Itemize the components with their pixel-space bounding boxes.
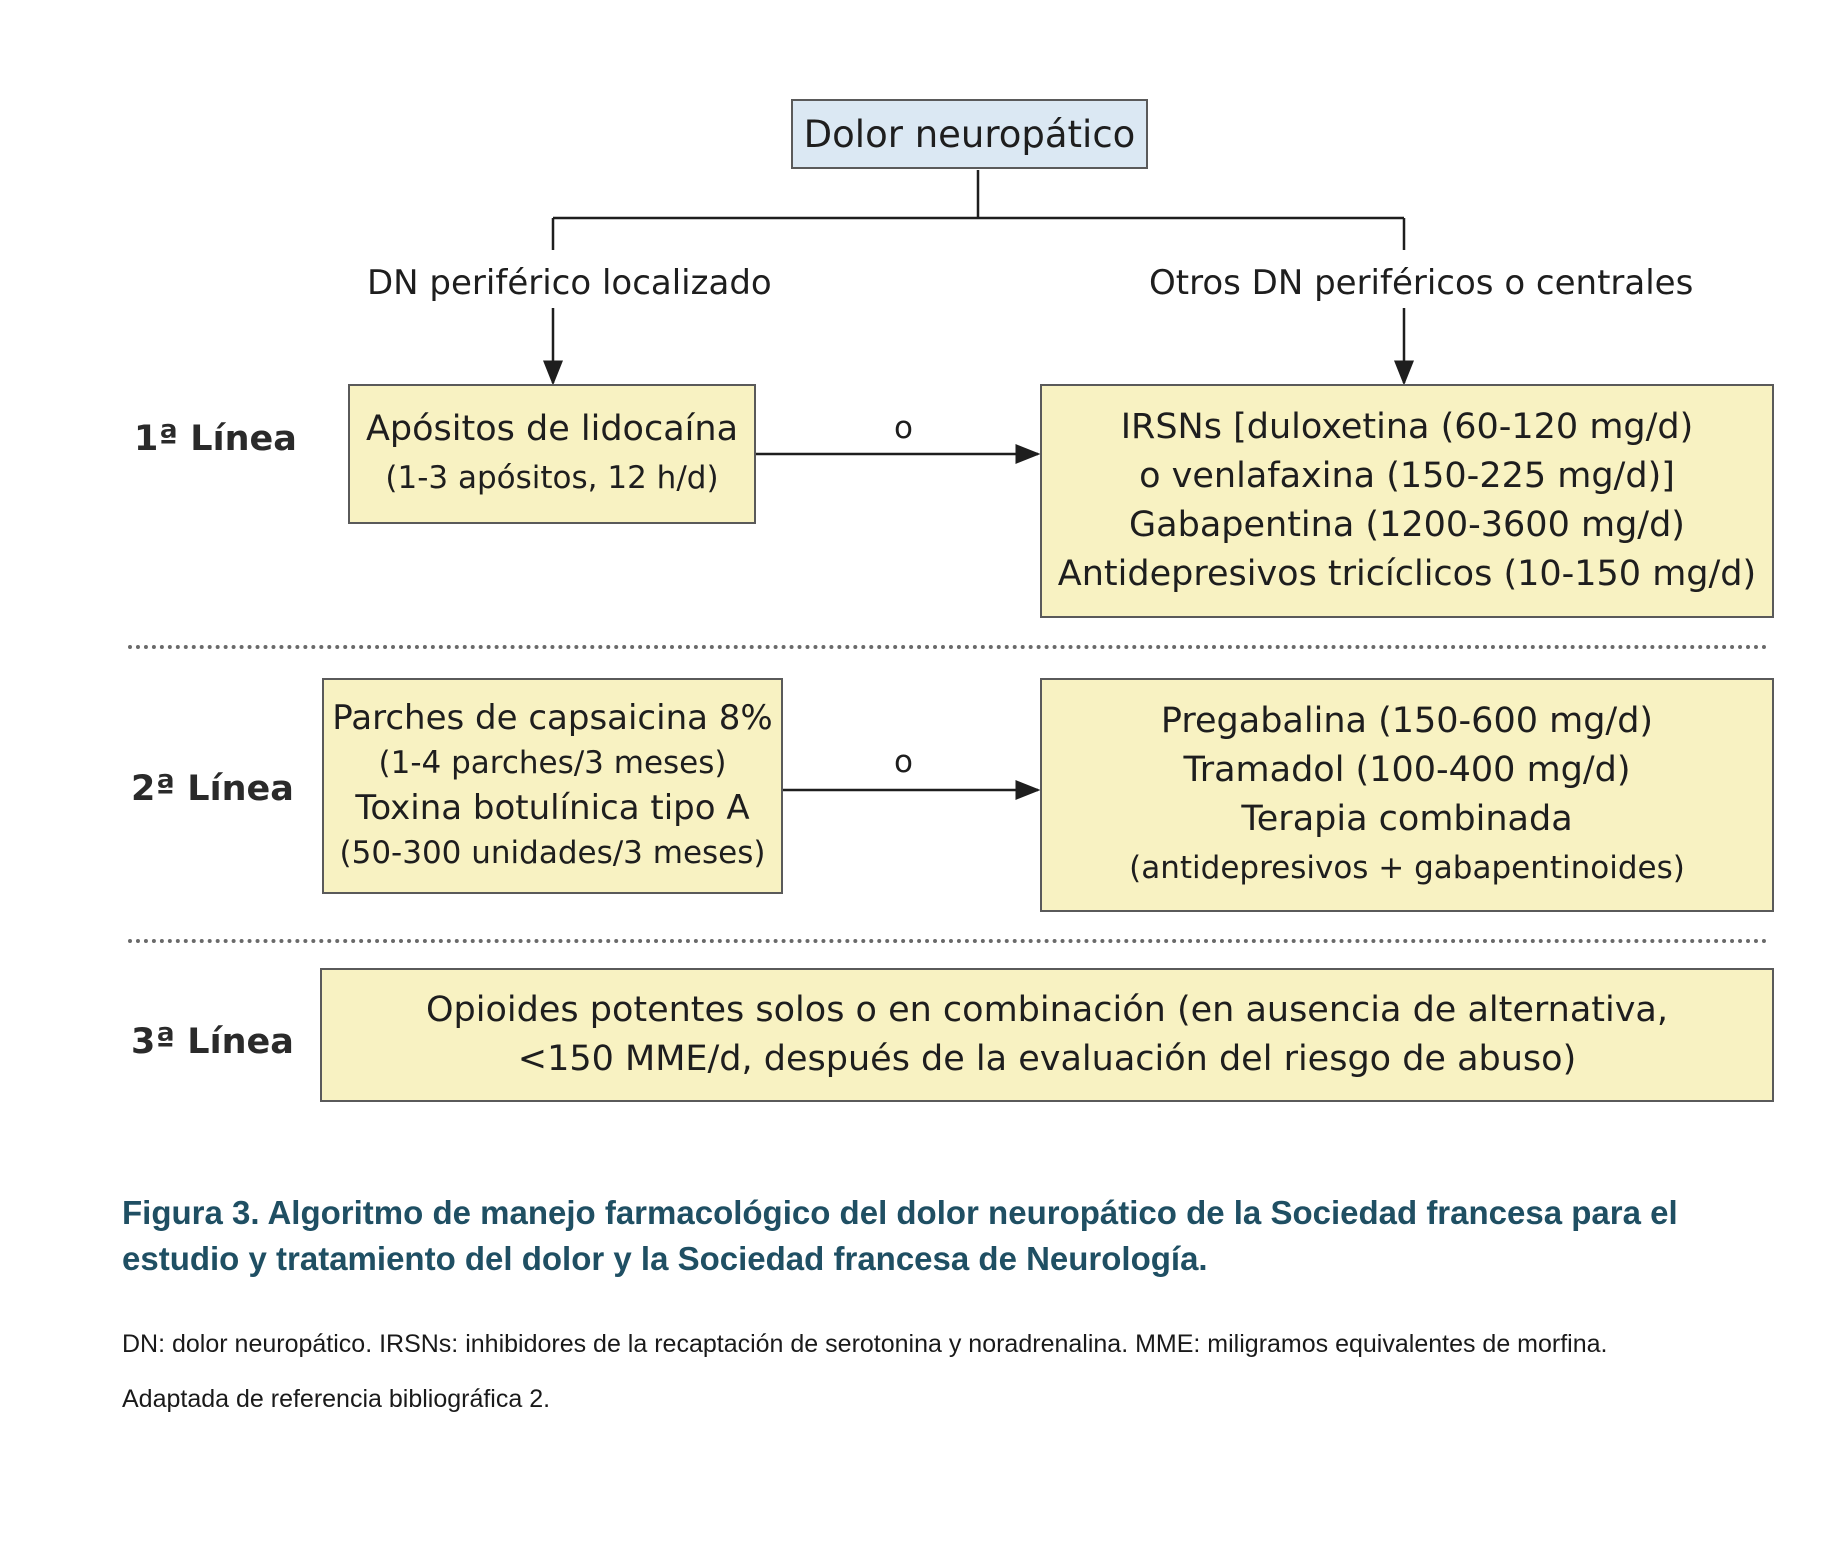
box-line: Antidepresivos tricíclicos (10-150 mg/d) <box>1057 554 1757 594</box>
box-line: Pregabalina (150-600 mg/d) <box>1160 701 1654 741</box>
box-line: (antidepresivos + gabapentinoides) <box>1129 850 1685 886</box>
second-line-connector-o: o <box>894 744 913 780</box>
box-line: IRSNs [duloxetina (60-120 mg/d) <box>1120 407 1694 447</box>
box-line: o venlafaxina (150-225 mg/d)] <box>1139 456 1675 496</box>
first-line-left-box <box>348 384 756 524</box>
box-line: Tramadol (100-400 mg/d) <box>1183 750 1631 790</box>
branch-label-right: Otros DN periféricos o centrales <box>1149 263 1694 303</box>
separator-1 <box>128 645 1768 649</box>
second-line-left-box <box>322 678 783 894</box>
box-line: Gabapentina (1200-3600 mg/d) <box>1129 505 1685 545</box>
third-line-box <box>320 968 1774 1102</box>
box-line: (1-4 parches/3 meses) <box>378 745 727 781</box>
first-line-right-box <box>1040 384 1774 618</box>
box-line: Apósitos de lidocaína <box>365 409 739 449</box>
box-line: Toxina botulínica tipo A <box>355 788 750 828</box>
box-line: Parches de capsaicina 8% <box>332 698 773 738</box>
branch-label-left: DN periférico localizado <box>367 263 772 303</box>
root-split-line <box>553 170 1404 250</box>
second-line-label: 2ª Línea <box>131 769 294 809</box>
source-note: Adaptada de referencia bibliográfica 2. <box>122 1385 551 1413</box>
abbreviations-note: DN: dolor neuropático. IRSNs: inhibidores de la recaptación de serotonina y noradrenalina. MME: miligramos equivalentes de morfina. <box>122 1330 1608 1358</box>
separator-2 <box>128 939 1768 943</box>
root-box-dolor-neuropatico <box>791 99 1148 169</box>
box-line: (50-300 unidades/3 meses) <box>339 835 766 871</box>
second-line-right-box <box>1040 678 1774 912</box>
box-line: <150 MME/d, después de la evaluación del riesgo de abuso) <box>517 1039 1577 1079</box>
third-line-label: 3ª Línea <box>131 1022 294 1062</box>
box-line: Terapia combinada <box>1241 799 1573 839</box>
box-line: Opioides potentes solos o en combinación (en ausencia de alternativa, <box>425 990 1669 1030</box>
box-line: (1-3 apósitos, 12 h/d) <box>385 460 719 496</box>
root-label: Dolor neuropático <box>803 112 1136 156</box>
figure-caption: Figura 3. Algoritmo de manejo farmacológico del dolor neuropático de la Sociedad francesa para el estudio y tratamiento del dolor y la Sociedad francesa de Neurología. <box>122 1194 1678 1277</box>
first-line-connector-o: o <box>894 410 913 446</box>
first-line-label: 1ª Línea <box>134 419 297 459</box>
